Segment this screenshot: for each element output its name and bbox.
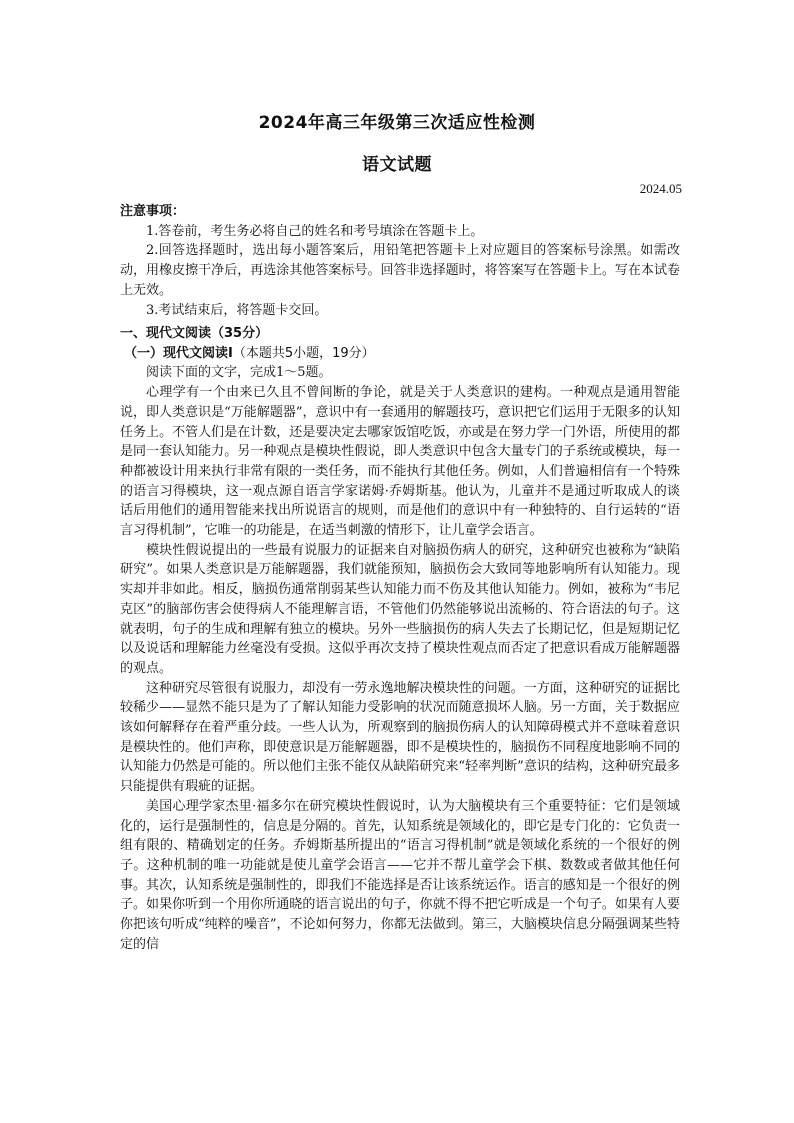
sub-section-note: （本题共5小题，19分） <box>232 345 375 361</box>
reading-section <box>120 324 680 955</box>
notes-item-2: 2.回答选择题时，选出每小题答案后，用铅笔把答题卡上对应题目的答案标号涂黑。如需改动，用橡皮擦干净后，再选涂其他答案标号。回答非选择题时，将答案写在答题卡上。写在本试卷上无效。 <box>120 243 680 298</box>
notes-item-1: 1.答卷前，考生务必将自己的姓名和考号填涂在答题卡上。 <box>146 223 484 239</box>
passage-paragraph-4: 美国心理学家杰里·福多尔在研究模块性假说时，认为大脑模块有三个重要特征：它们是领域化的，运行是强制性的，信息是分隔的。首先，认知系统是领域化的，即它是专门化的：它负责一组有限的、精确划定的任务。乔姆斯基所提出的“语言习得机制”就是领域化系统的一个很好的例子。这种机制的唯一功能就是使儿童学会语言——它并不帮儿童学会下棋、数数或者做其他任何事。其次，认知系统是强制性的，即我们不能选择是否让该系统运作。语言的感知是一个很好的例子。如果你听到一个用你所通晓的语言说出的句子，你就不得不把它听成是一个句子。如果有人要你把该句听成“纯粹的噪音”，不论如何努力，你都无法做到。第三，大脑模块信息分隔强调某些特定的信 <box>120 798 680 952</box>
passage-paragraph-3: 这种研究尽管很有说服力，却没有一劳永逸地解决模块性的问题。一方面，这种研究的证据比较稀少——显然不能只是为了了解认知能力受影响的状况而随意损坏人脑。另一方面，关于数据应该如何解释存在着严重分歧。一些人认为，所观察到的脑损伤病人的认知障碍模式并不意味着意识是模块性的。他们声称，即使意识是万能解题器，即不是模块性的，脑损伤不同程度地影响不同的认知能力仍然是可能的。所以他们主张不能仅从缺陷研究来“轻率判断”意识的结构，这种研究最多只能提供有瑕疵的证据。 <box>120 680 680 795</box>
passage-paragraph-1: 心理学有一个由来已久且不曾间断的争论，就是关于人类意识的建构。一种观点是通用智能说，即人类意识是“万能解题器”，意识中有一套通用的解题技巧，意识把它们运用于无限多的认知任务上。不管人们是在计数，还是要决定去哪家饭馆吃饭，亦或是在努力学一门外语，所使用的都是同一套认知能力。另一种观点是模块性假说，即人类意识中包含大量专门的子系统或模块，每一种都被设计用来执行非常有限的一类任务，而不能执行其他任务。例如，人们普遍相信有一个特殊的语言习得模块，这一观点源自语言学家诺姆·乔姆斯基。他认为，儿童并不是通过听取成人的谈话后用他们的通用智能来找出所说语言的规则，而是他们的意识中有一种独特的、自行运转的“语言习得机制”，它唯一的功能是，在适当刺激的情形下，让儿童学会语言。 <box>120 385 680 539</box>
sub-section-heading: （一）现代文阅读Ⅰ <box>124 345 233 361</box>
notes-heading: 注意事项： <box>120 204 186 219</box>
sub-section-heading-line <box>120 344 680 364</box>
exam-title: 2024年高三年级第三次适应性检测 <box>258 113 536 133</box>
notes-item-3: 3.考试结束后，将答题卡交回。 <box>146 302 328 318</box>
notes-section <box>120 202 680 320</box>
passage-paragraph-2: 模块性假说提出的一些最有说服力的证据来自对脑损伤病人的研究，这种研究也被称为“缺陷研究”。如果人类意识是万能解题器，我们就能预知，脑损伤会大致同等地影响所有认知能力。现实却并非如此。相反，脑损伤通常削弱某些认知能力而不伤及其他认知能力。例如，被称为“韦尼克区”的脑部伤害会使得病人不能理解言语，不管他们仍然能够说出流畅的、符合语法的句子。这就表明，句子的生成和理解有独立的模块。另外一些脑损伤的病人失去了长期记忆，但是短期记忆以及说话和理解能力丝毫没有受损。这似乎再次支持了模块性观点而否定了把意识看成万能解题器的观点。 <box>120 542 680 676</box>
reading-instruction: 阅读下面的文字，完成1～5题。 <box>146 365 332 381</box>
exam-date: 2024.05 <box>639 181 682 196</box>
exam-subtitle: 语文试题 <box>362 155 432 175</box>
section-heading: 一、现代文阅读（35分） <box>120 326 269 341</box>
